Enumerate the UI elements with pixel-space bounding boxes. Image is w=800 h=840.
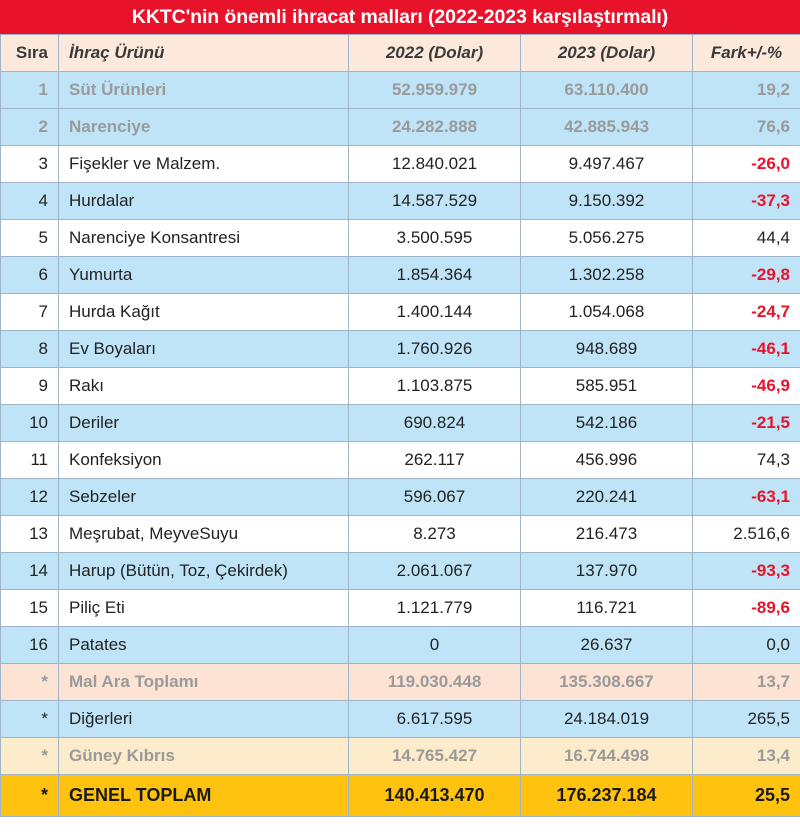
cell-value-2022: 6.617.595 bbox=[349, 701, 521, 738]
cell-product: Sebzeler bbox=[59, 479, 349, 516]
cell-product: Patates bbox=[59, 627, 349, 664]
cell-product: Narenciye Konsantresi bbox=[59, 220, 349, 257]
cell-value-2022: 119.030.448 bbox=[349, 664, 521, 701]
cell-value-2022: 1.400.144 bbox=[349, 294, 521, 331]
table-body bbox=[1, 72, 800, 817]
table-row bbox=[1, 72, 800, 109]
cell-value-2022: 8.273 bbox=[349, 516, 521, 553]
cell-difference: -63,1 bbox=[693, 479, 800, 516]
table-row bbox=[1, 553, 800, 590]
cell-sira: 3 bbox=[1, 146, 59, 183]
cell-product: Süt Ürünleri bbox=[59, 72, 349, 109]
cell-value-2023: 220.241 bbox=[521, 479, 693, 516]
cell-difference: -93,3 bbox=[693, 553, 800, 590]
table-row bbox=[1, 146, 800, 183]
cell-value-2023: 24.184.019 bbox=[521, 701, 693, 738]
cell-value-2023: 63.110.400 bbox=[521, 72, 693, 109]
cell-value-2023: 585.951 bbox=[521, 368, 693, 405]
cell-product: Piliç Eti bbox=[59, 590, 349, 627]
page-title: KKTC'nin önemli ihracat malları (2022-2023 karşılaştırmalı) bbox=[0, 0, 800, 34]
table-header bbox=[1, 35, 800, 72]
cell-product: Fişekler ve Malzem. bbox=[59, 146, 349, 183]
column-header-2023: 2023 (Dolar) bbox=[521, 35, 693, 72]
cell-sira: * bbox=[1, 775, 59, 817]
cell-sira: 1 bbox=[1, 72, 59, 109]
cell-product: Meşrubat, MeyveSuyu bbox=[59, 516, 349, 553]
cell-value-2023: 5.056.275 bbox=[521, 220, 693, 257]
cell-sira: 4 bbox=[1, 183, 59, 220]
table-row bbox=[1, 479, 800, 516]
cell-sira: * bbox=[1, 701, 59, 738]
cell-sira: 14 bbox=[1, 553, 59, 590]
cell-value-2023: 176.237.184 bbox=[521, 775, 693, 817]
cell-value-2023: 9.150.392 bbox=[521, 183, 693, 220]
column-header-sira: Sıra bbox=[1, 35, 59, 72]
cell-value-2023: 137.970 bbox=[521, 553, 693, 590]
table-row bbox=[1, 368, 800, 405]
cell-value-2022: 24.282.888 bbox=[349, 109, 521, 146]
cell-difference: 13,7 bbox=[693, 664, 800, 701]
cell-difference: 0,0 bbox=[693, 627, 800, 664]
cell-difference: -29,8 bbox=[693, 257, 800, 294]
cell-difference: -46,9 bbox=[693, 368, 800, 405]
table-row bbox=[1, 627, 800, 664]
cell-sira: * bbox=[1, 738, 59, 775]
cell-value-2023: 216.473 bbox=[521, 516, 693, 553]
cell-product: Ev Boyaları bbox=[59, 331, 349, 368]
table-row bbox=[1, 405, 800, 442]
cell-sira: 15 bbox=[1, 590, 59, 627]
cell-value-2022: 14.587.529 bbox=[349, 183, 521, 220]
table-row bbox=[1, 220, 800, 257]
cell-difference: -89,6 bbox=[693, 590, 800, 627]
table-row bbox=[1, 701, 800, 738]
table-row bbox=[1, 257, 800, 294]
cell-sira: 9 bbox=[1, 368, 59, 405]
cell-product: Konfeksiyon bbox=[59, 442, 349, 479]
table-row bbox=[1, 738, 800, 775]
cell-product: Deriler bbox=[59, 405, 349, 442]
column-header-difference: Fark+/-% bbox=[693, 35, 800, 72]
cell-sira: 2 bbox=[1, 109, 59, 146]
table-row bbox=[1, 109, 800, 146]
cell-product: Hurdalar bbox=[59, 183, 349, 220]
cell-value-2023: 1.302.258 bbox=[521, 257, 693, 294]
table-row bbox=[1, 183, 800, 220]
table-row bbox=[1, 294, 800, 331]
header-row bbox=[1, 35, 800, 72]
cell-product: GENEL TOPLAM bbox=[59, 775, 349, 817]
cell-value-2022: 140.413.470 bbox=[349, 775, 521, 817]
cell-value-2022: 596.067 bbox=[349, 479, 521, 516]
cell-value-2023: 135.308.667 bbox=[521, 664, 693, 701]
cell-product: Mal Ara Toplamı bbox=[59, 664, 349, 701]
cell-difference: -46,1 bbox=[693, 331, 800, 368]
cell-sira: 8 bbox=[1, 331, 59, 368]
table-row bbox=[1, 516, 800, 553]
cell-value-2023: 16.744.498 bbox=[521, 738, 693, 775]
cell-sira: 16 bbox=[1, 627, 59, 664]
cell-difference: 19,2 bbox=[693, 72, 800, 109]
table-row bbox=[1, 331, 800, 368]
table-row bbox=[1, 590, 800, 627]
cell-difference: -24,7 bbox=[693, 294, 800, 331]
cell-difference: 2.516,6 bbox=[693, 516, 800, 553]
table-row bbox=[1, 775, 800, 817]
cell-sira: 12 bbox=[1, 479, 59, 516]
cell-value-2022: 14.765.427 bbox=[349, 738, 521, 775]
cell-difference: 74,3 bbox=[693, 442, 800, 479]
cell-value-2022: 690.824 bbox=[349, 405, 521, 442]
column-header-product: İhraç Ürünü bbox=[59, 35, 349, 72]
cell-sira: 7 bbox=[1, 294, 59, 331]
cell-difference: 265,5 bbox=[693, 701, 800, 738]
table-row bbox=[1, 442, 800, 479]
cell-difference: 13,4 bbox=[693, 738, 800, 775]
cell-value-2023: 1.054.068 bbox=[521, 294, 693, 331]
cell-product: Yumurta bbox=[59, 257, 349, 294]
table-row bbox=[1, 664, 800, 701]
cell-sira: 13 bbox=[1, 516, 59, 553]
cell-sira: 5 bbox=[1, 220, 59, 257]
cell-value-2023: 116.721 bbox=[521, 590, 693, 627]
cell-value-2023: 9.497.467 bbox=[521, 146, 693, 183]
cell-product: Güney Kıbrıs bbox=[59, 738, 349, 775]
cell-product: Hurda Kağıt bbox=[59, 294, 349, 331]
cell-value-2022: 12.840.021 bbox=[349, 146, 521, 183]
cell-difference: -26,0 bbox=[693, 146, 800, 183]
cell-value-2023: 542.186 bbox=[521, 405, 693, 442]
cell-value-2023: 26.637 bbox=[521, 627, 693, 664]
cell-value-2023: 42.885.943 bbox=[521, 109, 693, 146]
cell-difference: 76,6 bbox=[693, 109, 800, 146]
cell-value-2023: 456.996 bbox=[521, 442, 693, 479]
cell-difference: -37,3 bbox=[693, 183, 800, 220]
cell-value-2022: 1.854.364 bbox=[349, 257, 521, 294]
cell-product: Narenciye bbox=[59, 109, 349, 146]
cell-sira: 6 bbox=[1, 257, 59, 294]
cell-value-2023: 948.689 bbox=[521, 331, 693, 368]
cell-difference: 25,5 bbox=[693, 775, 800, 817]
cell-value-2022: 262.117 bbox=[349, 442, 521, 479]
cell-product: Harup (Bütün, Toz, Çekirdek) bbox=[59, 553, 349, 590]
cell-sira: 11 bbox=[1, 442, 59, 479]
column-header-2022: 2022 (Dolar) bbox=[349, 35, 521, 72]
export-goods-table bbox=[0, 34, 800, 817]
cell-value-2022: 3.500.595 bbox=[349, 220, 521, 257]
cell-value-2022: 52.959.979 bbox=[349, 72, 521, 109]
cell-sira: 10 bbox=[1, 405, 59, 442]
cell-value-2022: 0 bbox=[349, 627, 521, 664]
cell-difference: -21,5 bbox=[693, 405, 800, 442]
cell-difference: 44,4 bbox=[693, 220, 800, 257]
cell-value-2022: 1.121.779 bbox=[349, 590, 521, 627]
cell-value-2022: 2.061.067 bbox=[349, 553, 521, 590]
cell-sira: * bbox=[1, 664, 59, 701]
cell-value-2022: 1.103.875 bbox=[349, 368, 521, 405]
cell-value-2022: 1.760.926 bbox=[349, 331, 521, 368]
cell-product: Diğerleri bbox=[59, 701, 349, 738]
cell-product: Rakı bbox=[59, 368, 349, 405]
